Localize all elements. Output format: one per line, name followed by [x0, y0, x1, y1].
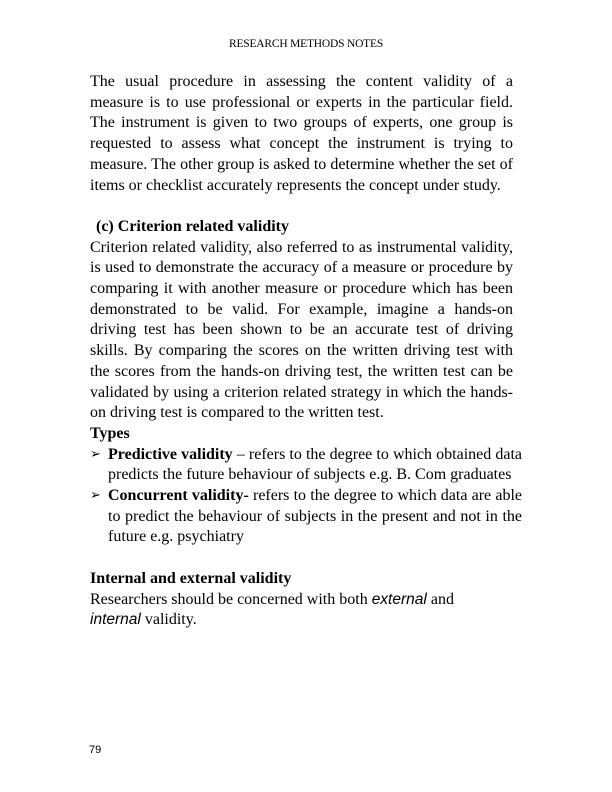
internal-external-text-and: and — [426, 590, 454, 608]
concurrent-validity-term: Concurrent validity- — [108, 487, 249, 505]
concurrent-validity-text: refers to the degree to which data are able to predict the behaviour of subjects in the present and not in the future e.g. psychiatry — [108, 487, 522, 546]
criterion-validity-paragraph: Criterion related validity, also referred to as instrumental validity, is used to demonstrate the accuracy of a measure or procedure by comparing it with another measure or procedure which has been demonstrated to be valid. For example, imagine a hands-on driving test has been shown to be an accurate test of driving skills. By comparing the scores on the written driving test with the scores from the hands-on driving test, the written test can be validated by using a criterion related strategy in which the hands-on driving test is compared to the written test. — [90, 238, 513, 422]
types-list — [90, 445, 522, 549]
paragraph-spacer — [90, 548, 513, 569]
list-item-concurrent-validity — [90, 486, 522, 548]
arrow-bullet-icon: ➢ — [90, 488, 101, 504]
page-header: RESEARCH METHODS NOTES — [228, 38, 384, 50]
types-heading: Types — [90, 424, 130, 442]
external-term: external — [371, 590, 427, 608]
internal-term: internal — [90, 611, 141, 629]
internal-external-text-before: Researchers should be concerned with both — [90, 590, 372, 608]
predictive-validity-text: – refers to the degree to which obtained data predicts the future behaviour of subjects e.g. B. Com graduates — [108, 445, 522, 484]
criterion-validity-heading: (c) Criterion related validity — [96, 217, 289, 235]
predictive-validity-term: Predictive validity — [108, 445, 233, 463]
internal-external-paragraph — [90, 590, 513, 631]
list-item-predictive-validity — [90, 445, 522, 486]
content-validity-paragraph: The usual procedure in assessing the content validity of a measure is to use professional or experts in the particular field. The instrument is given to two groups of experts, one group is requested to assess what concept the instrument is trying to measure. The other group is asked to determine whether the set of items or checklist accurately represents the concept under study. — [90, 73, 513, 194]
page-number: 79 — [89, 744, 102, 756]
paragraph-spacer — [90, 196, 513, 217]
internal-external-text-after: validity. — [140, 611, 197, 629]
arrow-bullet-icon: ➢ — [90, 446, 101, 462]
page-content — [90, 72, 522, 631]
internal-external-heading: Internal and external validity — [90, 569, 292, 587]
